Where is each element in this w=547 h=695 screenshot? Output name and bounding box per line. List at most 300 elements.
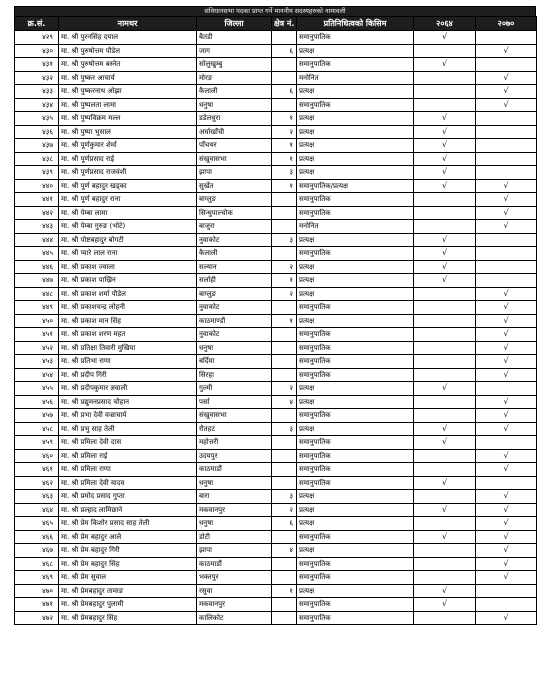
representation-cell: समानुपातिक xyxy=(297,571,414,585)
name-cell: मा. श्री प्रकाशचन्द्र लोहनी xyxy=(59,301,197,315)
check-mark-icon: √ xyxy=(441,126,448,136)
serial-cell: ४४५ xyxy=(15,247,59,261)
representation-cell: प्रत्यक्ष xyxy=(297,112,414,126)
district-cell: सिन्धुपाल्चोक xyxy=(197,206,272,220)
constituency-cell: १ xyxy=(272,314,297,328)
year-2070-cell xyxy=(476,71,537,85)
representation-cell: प्रत्यक्ष xyxy=(297,490,414,504)
constituency-cell xyxy=(272,328,297,342)
year-2070-cell xyxy=(476,125,537,139)
representation-cell: प्रत्यक्ष xyxy=(297,544,414,558)
table-row xyxy=(15,530,537,544)
name-cell: मा. श्री प्रेम बहादुर आले xyxy=(59,530,197,544)
members-table xyxy=(14,16,537,625)
check-mark-icon: √ xyxy=(441,531,448,541)
check-mark-icon: √ xyxy=(503,531,509,541)
table-row xyxy=(15,517,537,531)
district-cell: संखुवासभा xyxy=(197,409,272,423)
district-cell: जाग xyxy=(197,44,272,58)
table-row xyxy=(15,584,537,598)
year-2064-cell xyxy=(414,179,476,193)
year-2070-cell xyxy=(476,287,537,301)
representation-cell: समानुपातिक xyxy=(297,409,414,423)
constituency-cell xyxy=(272,220,297,234)
year-2064-cell xyxy=(414,355,476,369)
table-row xyxy=(15,206,537,220)
district-cell: अर्घाखाँची xyxy=(197,125,272,139)
check-mark-icon: √ xyxy=(441,261,448,271)
name-cell: मा. श्री प्रदीपकुमार ज्ञवाली xyxy=(59,382,197,396)
district-cell: बाग्लुङ xyxy=(197,193,272,207)
year-2070-cell xyxy=(476,193,537,207)
year-2064-cell xyxy=(414,571,476,585)
constituency-cell: ६ xyxy=(272,517,297,531)
name-cell: मा. श्री प्यारे लाल राना xyxy=(59,247,197,261)
year-2064-cell xyxy=(414,368,476,382)
table-row xyxy=(15,233,537,247)
constituency-cell xyxy=(272,71,297,85)
name-cell: मा. श्री प्रेम सुवाल xyxy=(59,571,197,585)
serial-cell: ४५० xyxy=(15,314,59,328)
header-constituency: क्षेत्र नं. xyxy=(272,17,297,31)
year-2070-cell xyxy=(476,409,537,423)
check-mark-icon: √ xyxy=(503,86,509,95)
check-mark-icon: √ xyxy=(503,396,509,406)
year-2064-cell xyxy=(414,598,476,612)
representation-cell: समानुपातिक xyxy=(297,355,414,369)
check-mark-icon: √ xyxy=(503,491,509,500)
district-cell: पाँचथर xyxy=(197,139,272,153)
year-2064-cell xyxy=(414,530,476,544)
name-cell: मा. श्री प्रतिक्षा तिवारी मुखिया xyxy=(59,341,197,355)
table-row xyxy=(15,98,537,112)
year-2070-cell xyxy=(476,544,537,558)
serial-cell: ४४२ xyxy=(15,206,59,220)
serial-cell: ४५१ xyxy=(15,328,59,342)
name-cell: मा. श्री प्रद्युमनप्रसाद चौहान xyxy=(59,395,197,409)
representation-cell: समानुपातिक xyxy=(297,368,414,382)
check-mark-icon: √ xyxy=(503,410,509,419)
year-2070-cell xyxy=(476,139,537,153)
district-cell: कालिकोट xyxy=(197,611,272,625)
representation-cell: समानुपातिक xyxy=(297,436,414,450)
serial-cell: ४३२ xyxy=(15,71,59,85)
constituency-cell xyxy=(272,436,297,450)
table-body xyxy=(15,31,537,625)
year-2070-cell xyxy=(476,247,537,261)
district-cell: धनुषा xyxy=(197,476,272,490)
table-row xyxy=(15,287,537,301)
table-row xyxy=(15,368,537,382)
check-mark-icon: √ xyxy=(503,504,509,514)
check-mark-icon: √ xyxy=(441,180,448,190)
check-mark-icon: √ xyxy=(503,288,509,298)
representation-cell: समानुपातिक xyxy=(297,328,414,342)
year-2064-cell xyxy=(414,85,476,99)
representation-cell: समानुपातिक xyxy=(297,557,414,571)
district-cell: रौतहट xyxy=(197,422,272,436)
name-cell: मा. श्री पुष्पा भुसाल xyxy=(59,125,197,139)
serial-cell: ४६८ xyxy=(15,557,59,571)
check-mark-icon: √ xyxy=(441,383,448,392)
district-cell: मकवानपुर xyxy=(197,503,272,517)
representation-cell: प्रत्यक्ष xyxy=(297,517,414,531)
name-cell: मा. श्री प्रतिभा राणा xyxy=(59,355,197,369)
check-mark-icon: √ xyxy=(503,612,509,622)
year-2064-cell xyxy=(414,463,476,477)
name-cell: मा. श्री प्रेम किशोर प्रसाद साह तेली xyxy=(59,517,197,531)
table-row xyxy=(15,395,537,409)
district-cell: झापा xyxy=(197,166,272,180)
check-mark-icon: √ xyxy=(503,194,509,203)
constituency-cell xyxy=(272,193,297,207)
year-2064-cell xyxy=(414,274,476,288)
check-mark-icon: √ xyxy=(441,504,448,514)
year-2064-cell xyxy=(414,220,476,234)
check-mark-icon: √ xyxy=(503,572,509,581)
constituency-cell: ३ xyxy=(272,422,297,436)
table-row xyxy=(15,44,537,58)
table-header xyxy=(15,17,537,31)
serial-cell: ४५६ xyxy=(15,395,59,409)
table-row xyxy=(15,476,537,490)
table-row xyxy=(15,85,537,99)
district-cell: मोरङ xyxy=(197,71,272,85)
year-2070-cell xyxy=(476,571,537,585)
check-mark-icon: √ xyxy=(503,423,509,433)
name-cell: मा. श्री प्रदीप गिरी xyxy=(59,368,197,382)
check-mark-icon: √ xyxy=(503,302,509,311)
constituency-cell xyxy=(272,463,297,477)
constituency-cell xyxy=(272,409,297,423)
serial-cell: ४६९ xyxy=(15,571,59,585)
year-2064-cell xyxy=(414,395,476,409)
name-cell: मा. श्री पुरुषोत्तम बस्नेत xyxy=(59,58,197,72)
constituency-cell: ३ xyxy=(272,166,297,180)
year-2064-cell xyxy=(414,98,476,112)
year-2064-cell xyxy=(414,314,476,328)
representation-cell: प्रत्यक्ष xyxy=(297,166,414,180)
check-mark-icon: √ xyxy=(441,140,448,149)
check-mark-icon: √ xyxy=(441,32,448,41)
year-2064-cell xyxy=(414,611,476,625)
table-row xyxy=(15,341,537,355)
serial-cell: ४७० xyxy=(15,584,59,598)
district-cell: महोत्तरी xyxy=(197,436,272,450)
constituency-cell xyxy=(272,206,297,220)
header-representation: प्रतिनिधित्वको किसिम xyxy=(297,17,414,31)
check-mark-icon: √ xyxy=(441,167,448,176)
table-row xyxy=(15,314,537,328)
year-2070-cell xyxy=(476,166,537,180)
year-2064-cell xyxy=(414,503,476,517)
year-2064-cell xyxy=(414,287,476,301)
constituency-cell xyxy=(272,449,297,463)
name-cell: मा. श्री पुष्पविक्रम मल्ल xyxy=(59,112,197,126)
district-cell: कैलाली xyxy=(197,247,272,261)
table-row xyxy=(15,409,537,423)
year-2064-cell xyxy=(414,260,476,274)
year-2064-cell xyxy=(414,139,476,153)
representation-cell: समानुपातिक xyxy=(297,301,414,315)
district-cell: सर्लाही xyxy=(197,274,272,288)
constituency-cell xyxy=(272,476,297,490)
year-2070-cell xyxy=(476,341,537,355)
serial-cell: ४३० xyxy=(15,44,59,58)
check-mark-icon: √ xyxy=(441,477,448,487)
header-district: जिल्ला xyxy=(197,17,272,31)
serial-cell: ४४१ xyxy=(15,193,59,207)
serial-cell: ४५७ xyxy=(15,409,59,423)
year-2070-cell xyxy=(476,31,537,45)
year-2070-cell xyxy=(476,422,537,436)
name-cell: मा. श्री पूर्ण बहादुर राना xyxy=(59,193,197,207)
name-cell: मा. श्री पूर्णप्रसाद राई xyxy=(59,152,197,166)
constituency-cell: १ xyxy=(272,139,297,153)
name-cell: मा. श्री प्रल्हाद लामिछाने xyxy=(59,503,197,517)
year-2064-cell xyxy=(414,517,476,531)
serial-cell: ४३५ xyxy=(15,112,59,126)
check-mark-icon: √ xyxy=(441,437,448,446)
year-2064-cell xyxy=(414,544,476,558)
constituency-cell: १ xyxy=(272,152,297,166)
serial-cell: ४५९ xyxy=(15,436,59,450)
year-2064-cell xyxy=(414,436,476,450)
district-cell: मकवानपुर xyxy=(197,598,272,612)
serial-cell: ४६० xyxy=(15,449,59,463)
year-2070-cell xyxy=(476,328,537,342)
name-cell: मा. श्री प्रकाश शर्मा पौडेल xyxy=(59,287,197,301)
serial-cell: ४६१ xyxy=(15,463,59,477)
year-2070-cell xyxy=(476,463,537,477)
year-2070-cell xyxy=(476,368,537,382)
constituency-cell xyxy=(272,557,297,571)
serial-cell: ४६३ xyxy=(15,490,59,504)
year-2064-cell xyxy=(414,476,476,490)
table-row xyxy=(15,490,537,504)
serial-cell: ४३७ xyxy=(15,139,59,153)
year-2064-cell xyxy=(414,409,476,423)
table-row xyxy=(15,31,537,45)
district-cell: सिरहा xyxy=(197,368,272,382)
year-2070-cell xyxy=(476,517,537,531)
name-cell: मा. श्री पूर्ण बहादुर खड्का xyxy=(59,179,197,193)
constituency-cell: ४ xyxy=(272,544,297,558)
year-2064-cell xyxy=(414,125,476,139)
document-sheet xyxy=(14,6,536,625)
representation-cell: समानुपातिक xyxy=(297,31,414,45)
table-row xyxy=(15,274,537,288)
representation-cell: समानुपातिक/प्रत्यक्ष xyxy=(297,179,414,193)
representation-cell: मनोनित xyxy=(297,220,414,234)
year-2064-cell xyxy=(414,341,476,355)
name-cell: मा. श्री प्रकाश शरण महत xyxy=(59,328,197,342)
constituency-cell: ६ xyxy=(272,44,297,58)
serial-cell: ४६६ xyxy=(15,530,59,544)
table-row xyxy=(15,571,537,585)
district-cell: झापा xyxy=(197,544,272,558)
year-2070-cell xyxy=(476,233,537,247)
year-2064-cell xyxy=(414,301,476,315)
year-2064-cell xyxy=(414,152,476,166)
representation-cell: प्रत्यक्ष xyxy=(297,152,414,166)
serial-cell: ४४० xyxy=(15,179,59,193)
check-mark-icon: √ xyxy=(503,518,509,527)
serial-cell: ४३९ xyxy=(15,166,59,180)
table-row xyxy=(15,463,537,477)
name-cell: मा. श्री प्रेमबहादुर पुलामी xyxy=(59,598,197,612)
check-mark-icon: √ xyxy=(441,248,448,257)
table-row xyxy=(15,247,537,261)
year-2064-cell xyxy=(414,44,476,58)
name-cell: मा. श्री प्रमोद प्रसाद गुप्ता xyxy=(59,490,197,504)
table-row xyxy=(15,220,537,234)
name-cell: मा. श्री प्रकाश ज्वाला xyxy=(59,260,197,274)
representation-cell: प्रत्यक्ष xyxy=(297,274,414,288)
check-mark-icon: √ xyxy=(503,329,509,338)
name-cell: मा. श्री पुष्करनाथ ओझा xyxy=(59,85,197,99)
serial-cell: ४४६ xyxy=(15,260,59,274)
year-2070-cell xyxy=(476,85,537,99)
table-row xyxy=(15,166,537,180)
district-cell: काठमाडौं xyxy=(197,557,272,571)
check-mark-icon: √ xyxy=(503,558,509,568)
name-cell: मा. श्री प्रमिला राई xyxy=(59,449,197,463)
constituency-cell xyxy=(272,571,297,585)
name-cell: मा. श्री पुष्कर आचार्य xyxy=(59,71,197,85)
year-2070-cell xyxy=(476,274,537,288)
check-mark-icon: √ xyxy=(441,234,448,244)
name-cell: मा. श्री प्रभा देवी वज्राचार्य xyxy=(59,409,197,423)
year-2064-cell xyxy=(414,71,476,85)
table-row xyxy=(15,449,537,463)
year-2064-cell xyxy=(414,206,476,220)
year-2070-cell xyxy=(476,260,537,274)
representation-cell: प्रत्यक्ष xyxy=(297,44,414,58)
check-mark-icon: √ xyxy=(503,99,509,109)
year-2070-cell xyxy=(476,301,537,315)
representation-cell: प्रत्यक्ष xyxy=(297,139,414,153)
district-cell: रसुवा xyxy=(197,584,272,598)
constituency-cell: १ xyxy=(272,112,297,126)
district-cell: नुवाकोट xyxy=(197,328,272,342)
check-mark-icon: √ xyxy=(503,207,509,217)
year-2070-cell xyxy=(476,436,537,450)
representation-cell: समानुपातिक xyxy=(297,463,414,477)
district-cell: कैलाली xyxy=(197,85,272,99)
year-2070-cell xyxy=(476,355,537,369)
representation-cell: प्रत्यक्ष xyxy=(297,422,414,436)
year-2064-cell xyxy=(414,31,476,45)
district-cell: सोलुखुम्बु xyxy=(197,58,272,72)
table-row xyxy=(15,503,537,517)
district-cell: भक्तपुर xyxy=(197,571,272,585)
constituency-cell: १ xyxy=(272,274,297,288)
year-2064-cell xyxy=(414,166,476,180)
representation-cell: प्रत्यक्ष xyxy=(297,233,414,247)
representation-cell: प्रत्यक्ष xyxy=(297,125,414,139)
district-cell: डोटी xyxy=(197,530,272,544)
check-mark-icon: √ xyxy=(441,423,448,433)
district-cell: काठमाण्डौं xyxy=(197,314,272,328)
check-mark-icon: √ xyxy=(441,585,448,595)
representation-cell: समानुपातिक xyxy=(297,476,414,490)
name-cell: मा. श्री पुरनसिंह दयाल xyxy=(59,31,197,45)
representation-cell: मनोनित xyxy=(297,71,414,85)
year-2064-cell xyxy=(414,422,476,436)
name-cell: मा. श्री पोष्टबहादुर बोगटी xyxy=(59,233,197,247)
year-2064-cell xyxy=(414,58,476,72)
district-cell: बाजुरा xyxy=(197,220,272,234)
name-cell: मा. श्री पेम्बा लामा xyxy=(59,206,197,220)
year-2070-cell xyxy=(476,44,537,58)
year-2070-cell xyxy=(476,179,537,193)
year-2070-cell xyxy=(476,220,537,234)
district-cell: काठमाडौं xyxy=(197,463,272,477)
table-row xyxy=(15,139,537,153)
constituency-cell: २ xyxy=(272,287,297,301)
check-mark-icon: √ xyxy=(503,450,509,460)
check-mark-icon: √ xyxy=(503,221,509,230)
table-row xyxy=(15,112,537,126)
constituency-cell xyxy=(272,530,297,544)
year-2064-cell xyxy=(414,557,476,571)
table-row xyxy=(15,193,537,207)
district-cell: नुवाकोट xyxy=(197,233,272,247)
district-cell: पर्सा xyxy=(197,395,272,409)
representation-cell: समानुपातिक xyxy=(297,58,414,72)
year-2070-cell xyxy=(476,476,537,490)
table-row xyxy=(15,328,537,342)
year-2064-cell xyxy=(414,584,476,598)
year-2070-cell xyxy=(476,314,537,328)
constituency-cell: ३ xyxy=(272,490,297,504)
serial-cell: ४५८ xyxy=(15,422,59,436)
year-2070-cell xyxy=(476,557,537,571)
district-cell: सुर्खेत xyxy=(197,179,272,193)
name-cell: मा. श्री पुष्पलता लामा xyxy=(59,98,197,112)
table-row xyxy=(15,544,537,558)
table-row xyxy=(15,611,537,625)
district-cell: बाग्लुङ xyxy=(197,287,272,301)
name-cell: मा. श्री प्रमिला देवी दास xyxy=(59,436,197,450)
constituency-cell xyxy=(272,31,297,45)
check-mark-icon: √ xyxy=(441,275,448,284)
constituency-cell xyxy=(272,58,297,72)
year-2070-cell xyxy=(476,382,537,396)
district-cell: धनुषा xyxy=(197,98,272,112)
serial-cell: ४५२ xyxy=(15,341,59,355)
constituency-cell xyxy=(272,611,297,625)
year-2070-cell xyxy=(476,503,537,517)
table-row xyxy=(15,355,537,369)
representation-cell: समानुपातिक xyxy=(297,341,414,355)
table-row xyxy=(15,71,537,85)
check-mark-icon: √ xyxy=(503,369,509,379)
check-mark-icon: √ xyxy=(503,545,509,554)
table-row xyxy=(15,58,537,72)
year-2070-cell xyxy=(476,598,537,612)
table-row xyxy=(15,152,537,166)
representation-cell: प्रत्यक्ष xyxy=(297,314,414,328)
check-mark-icon: √ xyxy=(503,342,509,352)
table-row xyxy=(15,557,537,571)
serial-cell: ४६७ xyxy=(15,544,59,558)
representation-cell: समानुपातिक xyxy=(297,611,414,625)
check-mark-icon: √ xyxy=(441,153,448,163)
representation-cell: समानुपातिक xyxy=(297,598,414,612)
serial-cell: ४३४ xyxy=(15,98,59,112)
